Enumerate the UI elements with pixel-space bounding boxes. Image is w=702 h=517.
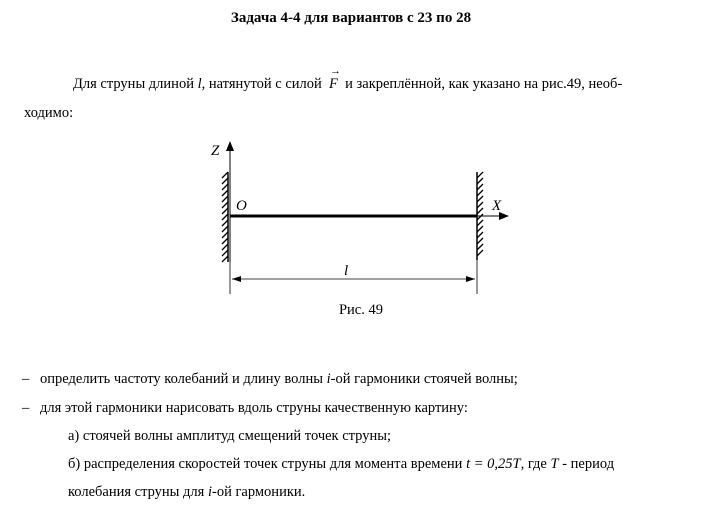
length-label: l — [344, 263, 349, 279]
task-title: Задача 4-4 для вариантов с 23 по 28 — [230, 10, 472, 26]
harmonic-index-symbol-2: i — [207, 484, 212, 500]
task-item-2: для этой гармоники нарисовать вдоль струны качественную картину: — [40, 400, 468, 416]
subtask-b-text: б) распределения скоростей точек струны для момента времени — [68, 456, 463, 472]
task-item-1-text-2: -ой гармоники стоячей волны; — [330, 371, 518, 387]
task-dash-1: – — [22, 371, 30, 387]
harmonic-index-symbol: i — [326, 371, 331, 387]
dimension-arrow-left — [232, 276, 241, 282]
subtask-b-text-3: - период — [562, 456, 615, 472]
subtask-b-line-2-text-2: -ой гармоники. — [212, 484, 306, 500]
dimension-arrow-right — [466, 276, 475, 282]
intro-text-2: , натянутой с силой — [201, 76, 322, 92]
subtask-b-text-2: , где — [520, 456, 547, 472]
subtask-b-line-2-text: колебания струны для — [68, 484, 205, 500]
length-symbol: l — [197, 76, 202, 92]
left-wall — [222, 172, 228, 262]
z-axis-label: Z — [211, 143, 220, 159]
subtask-a: а) стоячей волны амплитуд смещений точек струны; — [68, 428, 392, 444]
intro-text-1: Для струны длиной — [73, 76, 194, 92]
force-vector-symbol: → F — [329, 76, 338, 93]
intro-line-2: ходимо: — [24, 105, 74, 121]
task-item-1-text: определить частоту колебаний и длину волны — [40, 371, 323, 387]
time-formula: t = 0,25T — [466, 456, 521, 472]
subtask-b-line-2 — [68, 484, 305, 501]
intro-text-3: и закреплённой, как указано на рис.49, необ- — [345, 76, 623, 92]
x-axis-label: X — [492, 198, 502, 214]
subtask-b — [68, 456, 614, 473]
task-dash-2: – — [22, 400, 30, 416]
period-symbol: T — [550, 456, 559, 472]
figure-caption: Рис. 49 — [338, 302, 384, 318]
origin-label: O — [236, 198, 247, 214]
task-item-1 — [40, 371, 518, 388]
